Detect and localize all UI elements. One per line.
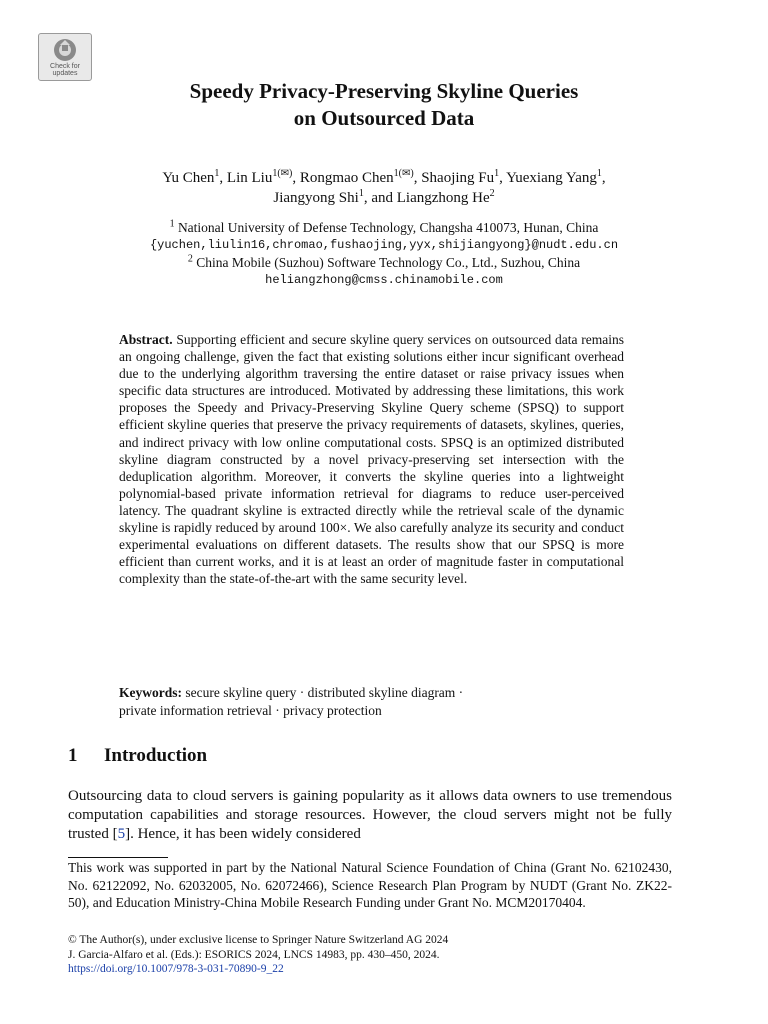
affiliation-text: China Mobile (Suzhou) Software Technology Co., Ltd., Suzhou, China xyxy=(196,255,581,270)
author-affil-mark: 1 xyxy=(214,168,220,179)
abstract-text: Supporting efficient and secure skyline query services on outsourced data remains an ongoing challenge, given the fact that existing solutions either incur significant overhead due to the underlying algorithm traversing the entire dataset or raise privacy issues when specific data structures are introduced. Motivated by addressing these limitations, this work proposes the Speedy and Privacy-Preserving Skyline Query scheme (SPSQ) to support efficient skyline queries that preserve the privacy requirements of datasets, skylines, queries, and indirect privacy with low online computational costs. SPSQ is an optimized distributed skyline diagram constructed by a novel privacy-preserving set intersection with the deduplication algorithm. Moreover, it converts the skyline queries into a lightweight polynomial-based private information retrieval for diagrams to reduce user-perceived latency. The quadrant skyline is extracted directly while the retrieval scale of the dynamic skyline is rapidly reduced by around 100×. We also carefully analyze its security and conduct experimental evaluations on different datasets. The results show that our SPSQ is more efficient than current works, and it is at least an order of magnitude faster in computational complexity than the state-of-the-art with the same security level. xyxy=(119,332,624,587)
badge-line1: Check for xyxy=(50,63,80,70)
author-affil-mark: 1 xyxy=(596,168,602,179)
affiliation-2-email[interactable]: heliangzhong@cmss.chinamobile.com xyxy=(265,272,503,287)
keywords xyxy=(119,684,624,719)
intro-text: Outsourcing data to cloud servers is gaining popularity as it allows data owners to use tremendous computation capabilities and storage resources. However, the cloud servers might not be fully trusted [ xyxy=(68,788,672,842)
keywords-line1 xyxy=(119,684,624,702)
author-affil-mark: 1(✉) xyxy=(393,168,414,179)
update-check-icon xyxy=(52,37,78,63)
authors-line1: Yu Chen$^1$, Lin Liu$^{1(✉)}$, Rongmao Chen$^{1(✉)}$, Shaojing Fu$^1$, Yuexiang Yang$^1$, xyxy=(162,168,606,186)
intro-paragraph xyxy=(68,787,672,844)
badge-line2: updates xyxy=(52,70,78,77)
funding-footnote: This work was supported in part by the National Natural Science Foundation of China (Grant No. 62102430, No. 62122092, No. 62032005, No. 62072466), Science Research Plan Program by NUDT (Grant No. ZK22-50), and Education Ministry-China Mobile Research Funding under Grant No. MCM20170404. xyxy=(68,860,672,910)
title-line1: Speedy Privacy-Preserving Skyline Queries xyxy=(189,79,579,103)
title-line2: on Outsourced Data xyxy=(293,106,475,130)
citation-link[interactable]: 5 xyxy=(117,826,126,842)
intro-text-end: ]. Hence, it has been widely considered xyxy=(125,826,361,842)
author-name: Lin Liu xyxy=(226,170,273,186)
affiliation-number: 2 xyxy=(187,253,193,265)
abstract xyxy=(119,331,624,587)
author-conjunction: and xyxy=(371,190,393,206)
copyright-line: © The Author(s), under exclusive license to Springer Nature Switzerland AG 2024 xyxy=(68,934,449,946)
authors-line2: Jiangyong Shi$^1$, and Liangzhong He$^2$ xyxy=(273,188,495,206)
author-name: Yuexiang Yang xyxy=(506,170,597,186)
author-list xyxy=(0,168,768,208)
author-affil-mark: 1(✉) xyxy=(272,168,293,179)
author-affil-mark: 1 xyxy=(494,168,500,179)
section-number: 1 xyxy=(68,745,78,766)
affiliation-number: 1 xyxy=(169,218,175,230)
affiliation-1 xyxy=(0,219,768,237)
affiliation-text: National University of Defense Technology, Changsha 410073, Hunan, China xyxy=(177,220,599,235)
keywords-label: Keywords: xyxy=(119,685,182,700)
keywords-line2: private information retrieval · privacy protection xyxy=(119,702,382,718)
check-for-updates-badge[interactable] xyxy=(38,33,92,81)
affiliation-1-email[interactable]: {yuchen,liulin16,chromao,fushaojing,yyx,shijiangyong}@nudt.edu.cn xyxy=(149,237,619,252)
citation-line: J. Garcia-Alfaro et al. (Eds.): ESORICS 2024, LNCS 14983, pp. 430–450, 2024. xyxy=(68,948,440,961)
author-name: Jiangyong Shi xyxy=(273,190,359,206)
section-title: Introduction xyxy=(104,745,208,766)
author-name: Liangzhong He xyxy=(396,190,490,206)
keywords-text: secure skyline query · distributed skyline diagram · xyxy=(185,685,464,700)
doi-link[interactable]: https://doi.org/10.1007/978-3-031-70890-9_22 xyxy=(68,963,284,975)
author-name: Yu Chen xyxy=(162,170,215,186)
footnote-rule xyxy=(68,857,168,858)
affiliation-2 xyxy=(0,254,768,272)
paper-title xyxy=(0,78,768,132)
publication-info xyxy=(68,933,672,977)
author-name: Rongmao Chen xyxy=(299,170,394,186)
author-affil-mark: 1 xyxy=(358,188,364,199)
section-heading xyxy=(68,744,207,768)
abstract-label: Abstract. xyxy=(119,332,173,347)
author-affil-mark: 2 xyxy=(489,188,495,199)
affiliations xyxy=(0,219,768,289)
author-name: Shaojing Fu xyxy=(421,170,495,186)
